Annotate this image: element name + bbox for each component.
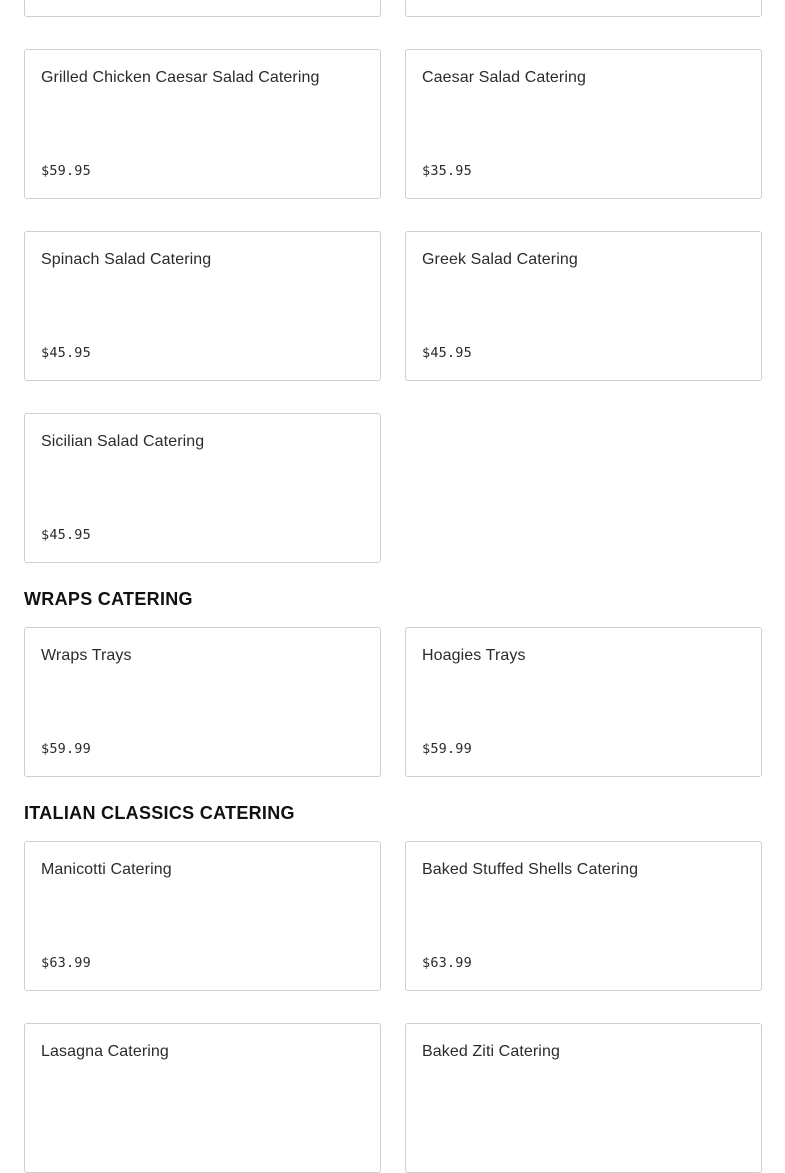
section-title-italian-classics: ITALIAN CLASSICS CATERING [24,803,295,823]
menu-item-price: $59.99 [422,741,472,757]
menu-item-card-manicotti[interactable] [24,841,381,991]
menu-item-name: Hoagies Trays [422,647,526,664]
menu-item-price: $45.95 [41,527,91,543]
menu-item-price: $45.95 [41,345,91,361]
menu-item-card-wraps-trays[interactable] [24,627,381,777]
menu-item-name: Baked Ziti Catering [422,1043,560,1060]
menu-item-price: $63.99 [41,955,91,971]
menu-item-card-greek-salad[interactable] [405,231,762,381]
menu-item-name: Wraps Trays [41,647,132,664]
menu-item-card-hoagies-trays[interactable] [405,627,762,777]
menu-item-card[interactable] [405,0,762,17]
menu-item-name: Greek Salad Catering [422,251,578,268]
menu-item-name: Spinach Salad Catering [41,251,212,268]
section-title-wraps: WRAPS CATERING [24,589,193,609]
menu-item-name: Grilled Chicken Caesar Salad Catering [41,69,320,86]
menu-item-card-spinach-salad[interactable] [24,231,381,381]
menu-item-card-baked-ziti[interactable] [405,1023,762,1173]
menu-item-price: $35.95 [422,163,472,179]
menu-item-name: Lasagna Catering [41,1043,169,1060]
menu-item-name: Sicilian Salad Catering [41,433,205,450]
menu-item-price: $45.95 [422,345,472,361]
menu-item-price: $59.99 [41,741,91,757]
menu-item-card-baked-stuffed-shells[interactable] [405,841,762,991]
menu-item-card-sicilian-salad[interactable] [24,413,381,563]
menu-item-price: $63.99 [422,955,472,971]
menu-item-price: $59.95 [41,163,91,179]
menu-item-name: Manicotti Catering [41,861,172,878]
menu-item-card[interactable] [24,0,381,17]
menu-item-name: Caesar Salad Catering [422,69,586,86]
menu-item-card-lasagna[interactable] [24,1023,381,1173]
menu-item-name: Baked Stuffed Shells Catering [422,861,639,878]
menu-item-card-caesar-salad[interactable] [405,49,762,199]
menu-item-card-grilled-chicken-caesar-salad[interactable] [24,49,381,199]
